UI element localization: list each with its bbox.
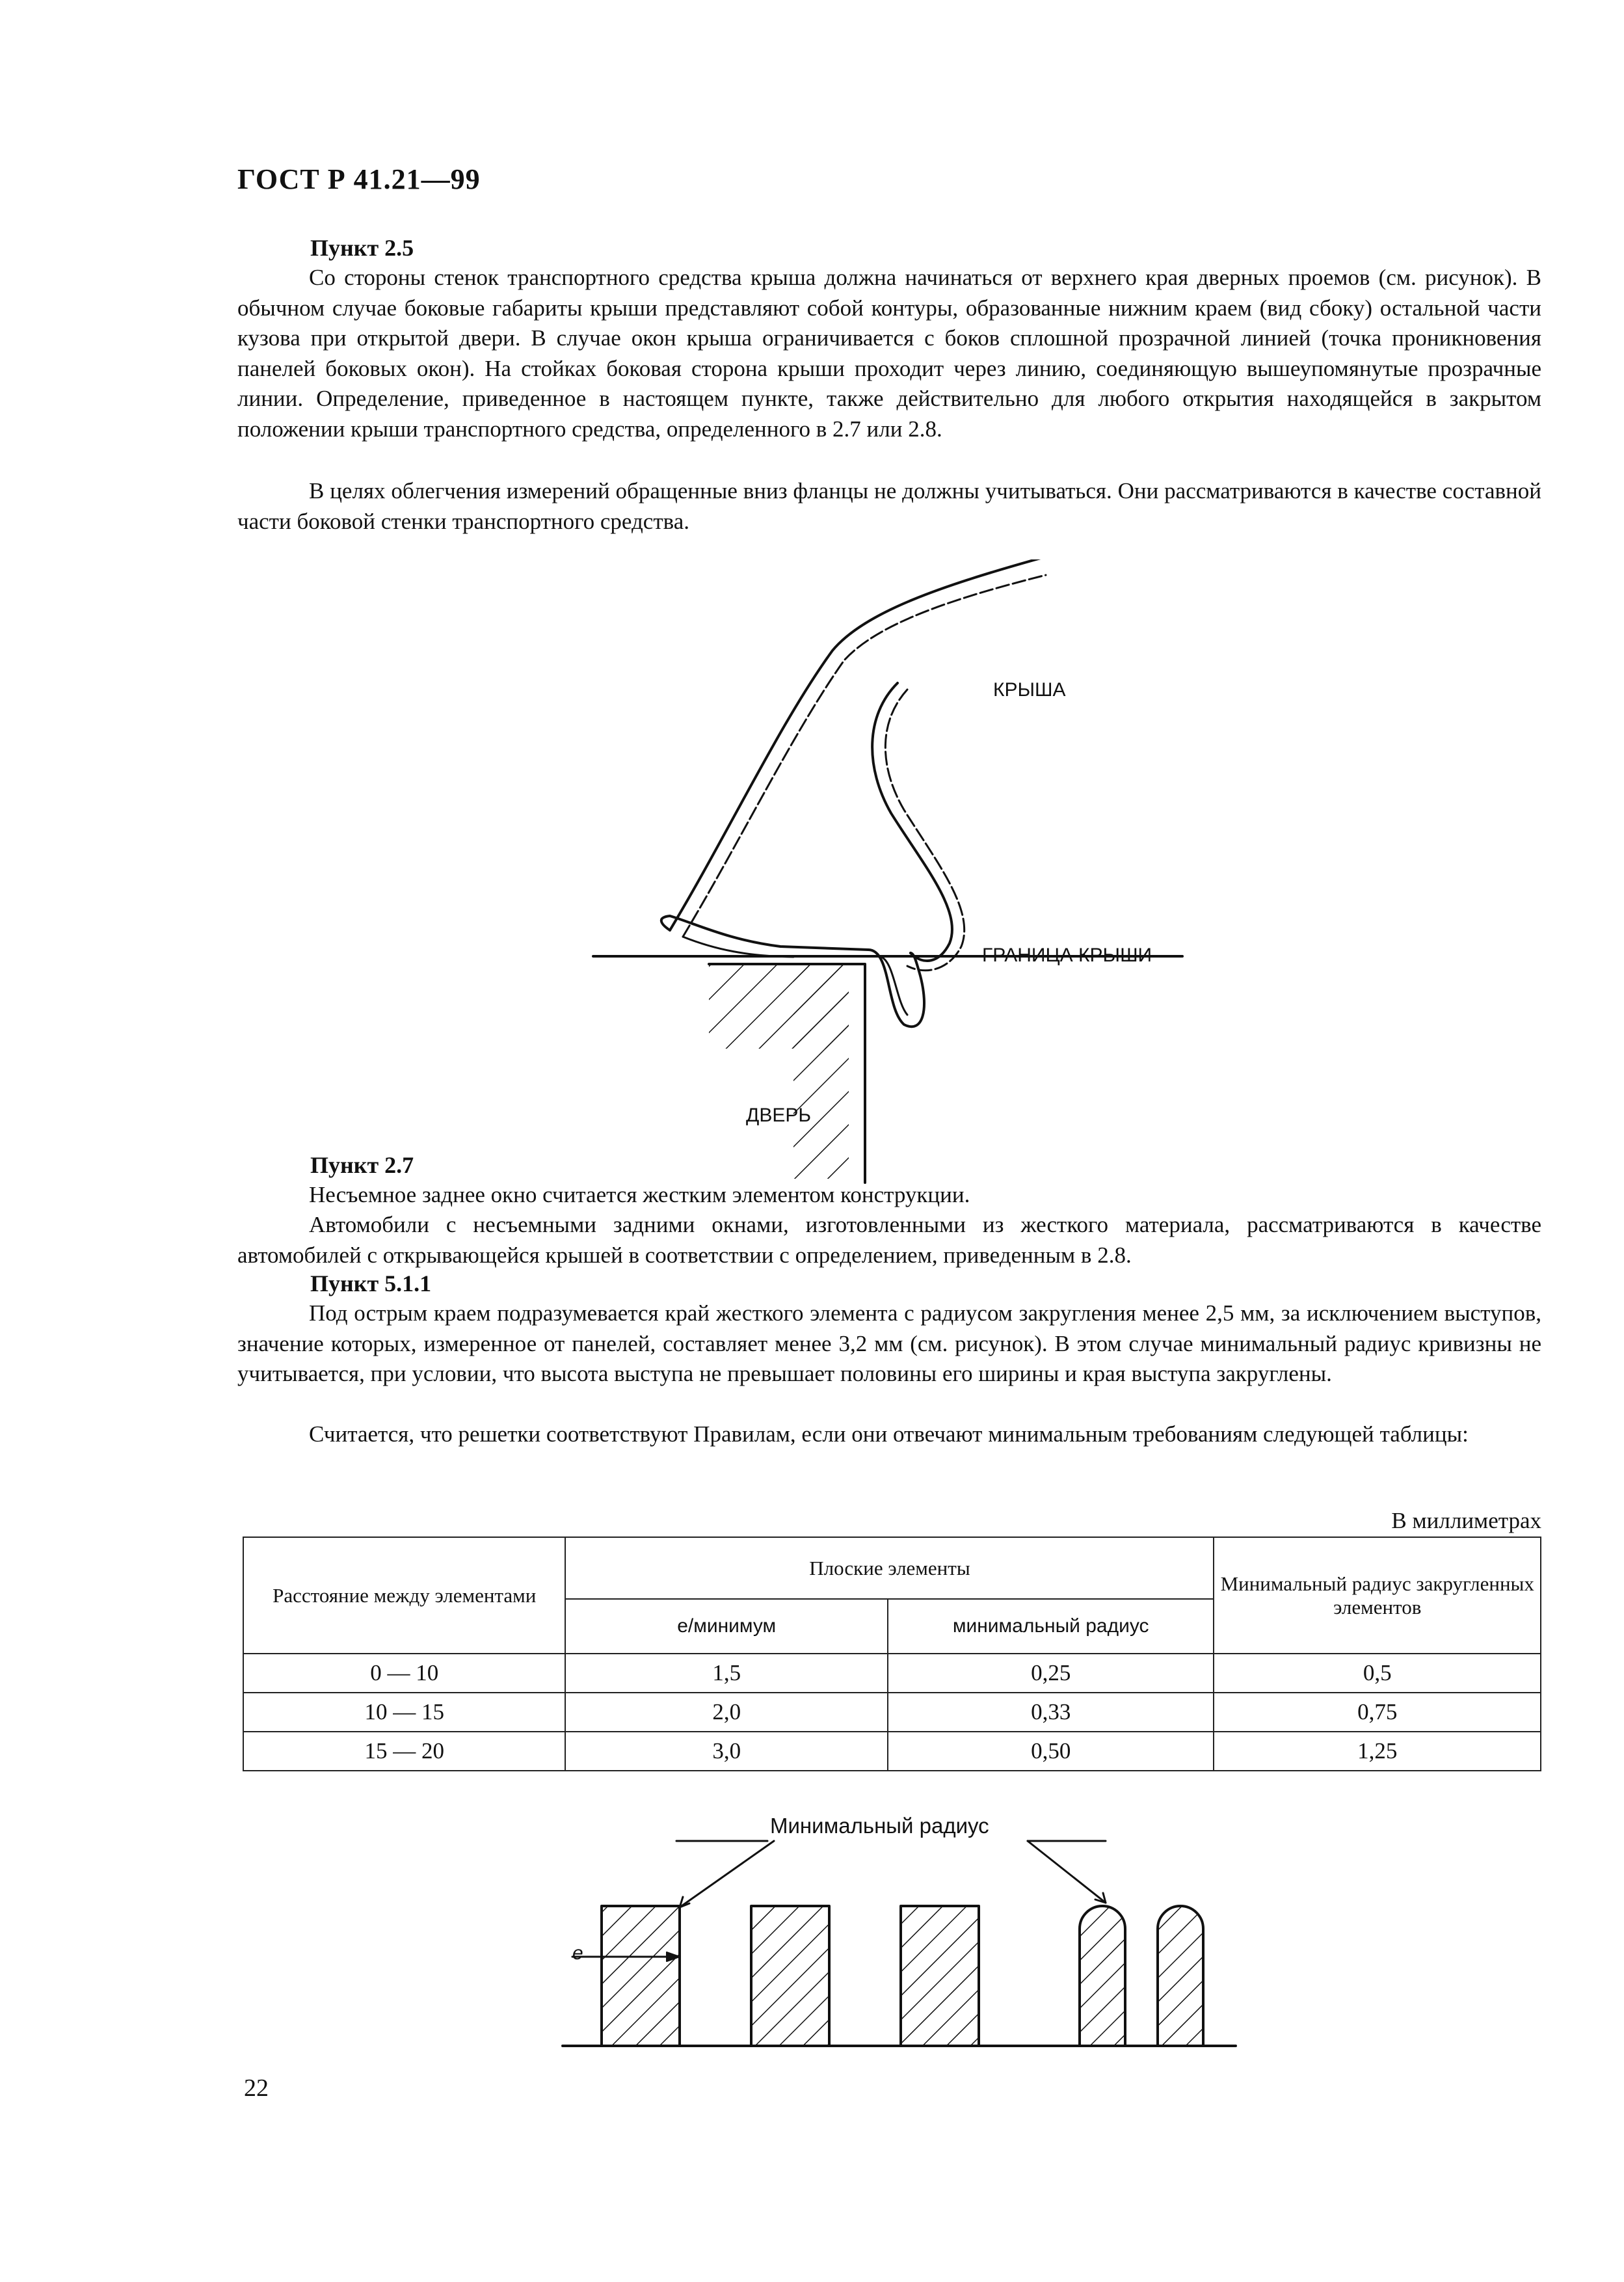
section-2-7-paragraph-2-text: Автомобили с несъемными задними окнами, изготовленными из жесткого материала, рассматриваются в качестве автомобилей с открывающейся крышей в соответствии с определением, приведенным в 2.8.	[237, 1212, 1541, 1268]
header-flat-elements: Плоские элементы	[565, 1537, 1214, 1599]
section-2-7-paragraph-1	[237, 1180, 1541, 1211]
cell-radius: 0,25	[888, 1654, 1214, 1693]
table-header-row-1	[243, 1537, 1541, 1599]
cell-rounded: 0,5	[1214, 1654, 1541, 1693]
flat-element	[602, 1906, 680, 2046]
label-roof-boundary: ГРАНИЦА КРЫШИ	[982, 945, 1152, 966]
cell-e: 1,5	[565, 1654, 887, 1693]
cell-distance: 15 — 20	[243, 1732, 565, 1771]
header-e-min: e/минимум	[565, 1599, 887, 1654]
label-e: e	[572, 1942, 583, 1964]
grille-elements-figure	[559, 1834, 1242, 2049]
section-2-5-heading: Пункт 2.5	[310, 235, 414, 261]
cell-distance: 0 — 10	[243, 1654, 565, 1693]
section-5-1-1-paragraph-1-text: Под острым краем подразумевается край жесткого элемента с радиусом закругления менее 2,5 мм, за исключением выступов, значение которых, измеренное от панелей, составляет менее 3,2 мм (см. рисунок). В этом случае минимальный радиус кривизны не учитывается, при условии, что высота выступа не превышает половины его ширины и края выступа закруглены.	[237, 1300, 1541, 1386]
cell-radius: 0,33	[888, 1693, 1214, 1732]
table-row	[243, 1693, 1541, 1732]
rounded-element	[1080, 1906, 1125, 2046]
table-row	[243, 1654, 1541, 1693]
cell-rounded: 0,75	[1214, 1693, 1541, 1732]
section-2-7-heading: Пункт 2.7	[310, 1152, 414, 1178]
roof-boundary-figure	[585, 559, 1236, 1184]
section-2-5-paragraph-1	[237, 263, 1541, 444]
section-5-1-1-heading: Пункт 5.1.1	[310, 1270, 432, 1296]
callout-right	[1028, 1841, 1106, 1903]
header-rounded-radius: Минимальный радиус закругленных элементов	[1214, 1537, 1541, 1654]
section-5-1-1-paragraph-2-text: Считается, что решетки соответствуют Правилам, если они отвечают минимальным требованиям следующей таблицы:	[309, 1421, 1469, 1447]
header-min-radius: минимальный радиус	[888, 1599, 1214, 1654]
header-distance: Расстояние между элементами	[243, 1537, 565, 1654]
section-5-1-1-paragraph-2	[237, 1419, 1541, 1450]
label-door: ДВЕРЬ	[746, 1105, 812, 1126]
section-2-5-paragraph-1-text: Со стороны стенок транспортного средства крыша должна начинаться от верхнего края дверных проемов (см. рисунок). В обычном случае боковые габариты крыши представляют собой контуры, образованные нижним краем (вид сбоку) остальной части кузова при открытой двери. В случае окон крыша ограничивается с боков сплошной прозрачной линией (точка проникновения панелей боковых окон). На стойках боковая сторона крыши проходит через линию, соединяющую вышеупомянутые прозрачные линии. Определение, приведенное в настоящем пункте, также действительно для любого открытия находящейся в закрытом положении крыши транспортного средства, определенного в 2.7 или 2.8.	[237, 265, 1541, 442]
roof-panel-outer	[670, 559, 1041, 930]
flat-element	[901, 1906, 979, 2046]
section-2-7-paragraph-1-text: Несъемное заднее окно считается жестким элементом конструкции.	[309, 1182, 970, 1207]
section-2-5-paragraph-2	[237, 476, 1541, 537]
cell-e: 3,0	[565, 1732, 887, 1771]
callout-left	[680, 1841, 774, 1907]
document-header: ГОСТ Р 41.21—99	[237, 163, 481, 195]
flat-element	[751, 1906, 829, 2046]
cell-radius: 0,50	[888, 1732, 1214, 1771]
table-units: В миллиметрах	[1391, 1508, 1541, 1533]
label-minimum-radius: Минимальный радиус	[770, 1814, 989, 1838]
cell-distance: 10 — 15	[243, 1693, 565, 1732]
cell-e: 2,0	[565, 1693, 887, 1732]
section-5-1-1-paragraph-1	[237, 1298, 1541, 1389]
section-2-7-paragraph-2	[237, 1210, 1541, 1270]
grille-requirements-table	[243, 1537, 1541, 1771]
roof-panel-inner	[683, 575, 1046, 937]
cell-rounded: 1,25	[1214, 1732, 1541, 1771]
section-2-5-paragraph-2-text: В целях облегчения измерений обращенные вниз фланцы не должны учитываться. Они рассматриваются в качестве составной части боковой стенки транспортного средства.	[237, 478, 1541, 534]
rounded-element	[1158, 1906, 1203, 2046]
table-row	[243, 1732, 1541, 1771]
page-number: 22	[244, 2074, 269, 2102]
label-roof: КРЫША	[993, 679, 1066, 701]
